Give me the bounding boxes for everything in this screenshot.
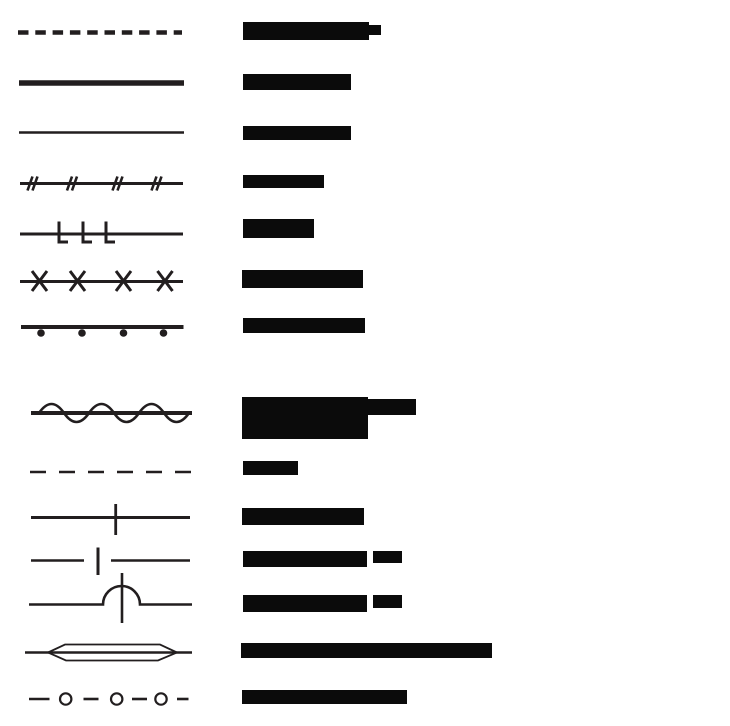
redacted-label — [243, 318, 365, 333]
redacted-label — [243, 74, 351, 90]
redacted-label — [241, 643, 492, 658]
redacted-label — [243, 126, 351, 140]
gapped-line-with-bar-symbol — [31, 548, 190, 576]
redacted-label — [368, 399, 416, 415]
redacted-label — [243, 551, 367, 567]
redacted-label — [243, 175, 324, 188]
elongated-hexagon-line-symbol — [25, 645, 192, 661]
dot-marked-line-symbol — [21, 327, 184, 337]
redacted-label — [242, 270, 363, 288]
l-marked-line-symbol — [20, 222, 183, 243]
x-marked-line-symbol — [20, 271, 183, 291]
redacted-label — [368, 25, 381, 35]
redacted-label — [243, 461, 298, 475]
redacted-label — [373, 551, 402, 563]
redacted-label — [242, 397, 368, 439]
redacted-label — [242, 690, 407, 704]
redacted-label — [243, 219, 314, 238]
hatch-marked-line-symbol — [20, 177, 183, 191]
circle-chain-line-symbol — [29, 693, 189, 704]
cross-tick-line-symbol — [31, 504, 190, 535]
redacted-label — [243, 595, 367, 612]
arc-crossing-line-symbol — [29, 573, 192, 623]
redacted-label — [373, 595, 402, 608]
redacted-label — [243, 22, 369, 40]
redacted-label — [242, 508, 364, 525]
wavy-overlay-line-symbol — [31, 404, 192, 422]
